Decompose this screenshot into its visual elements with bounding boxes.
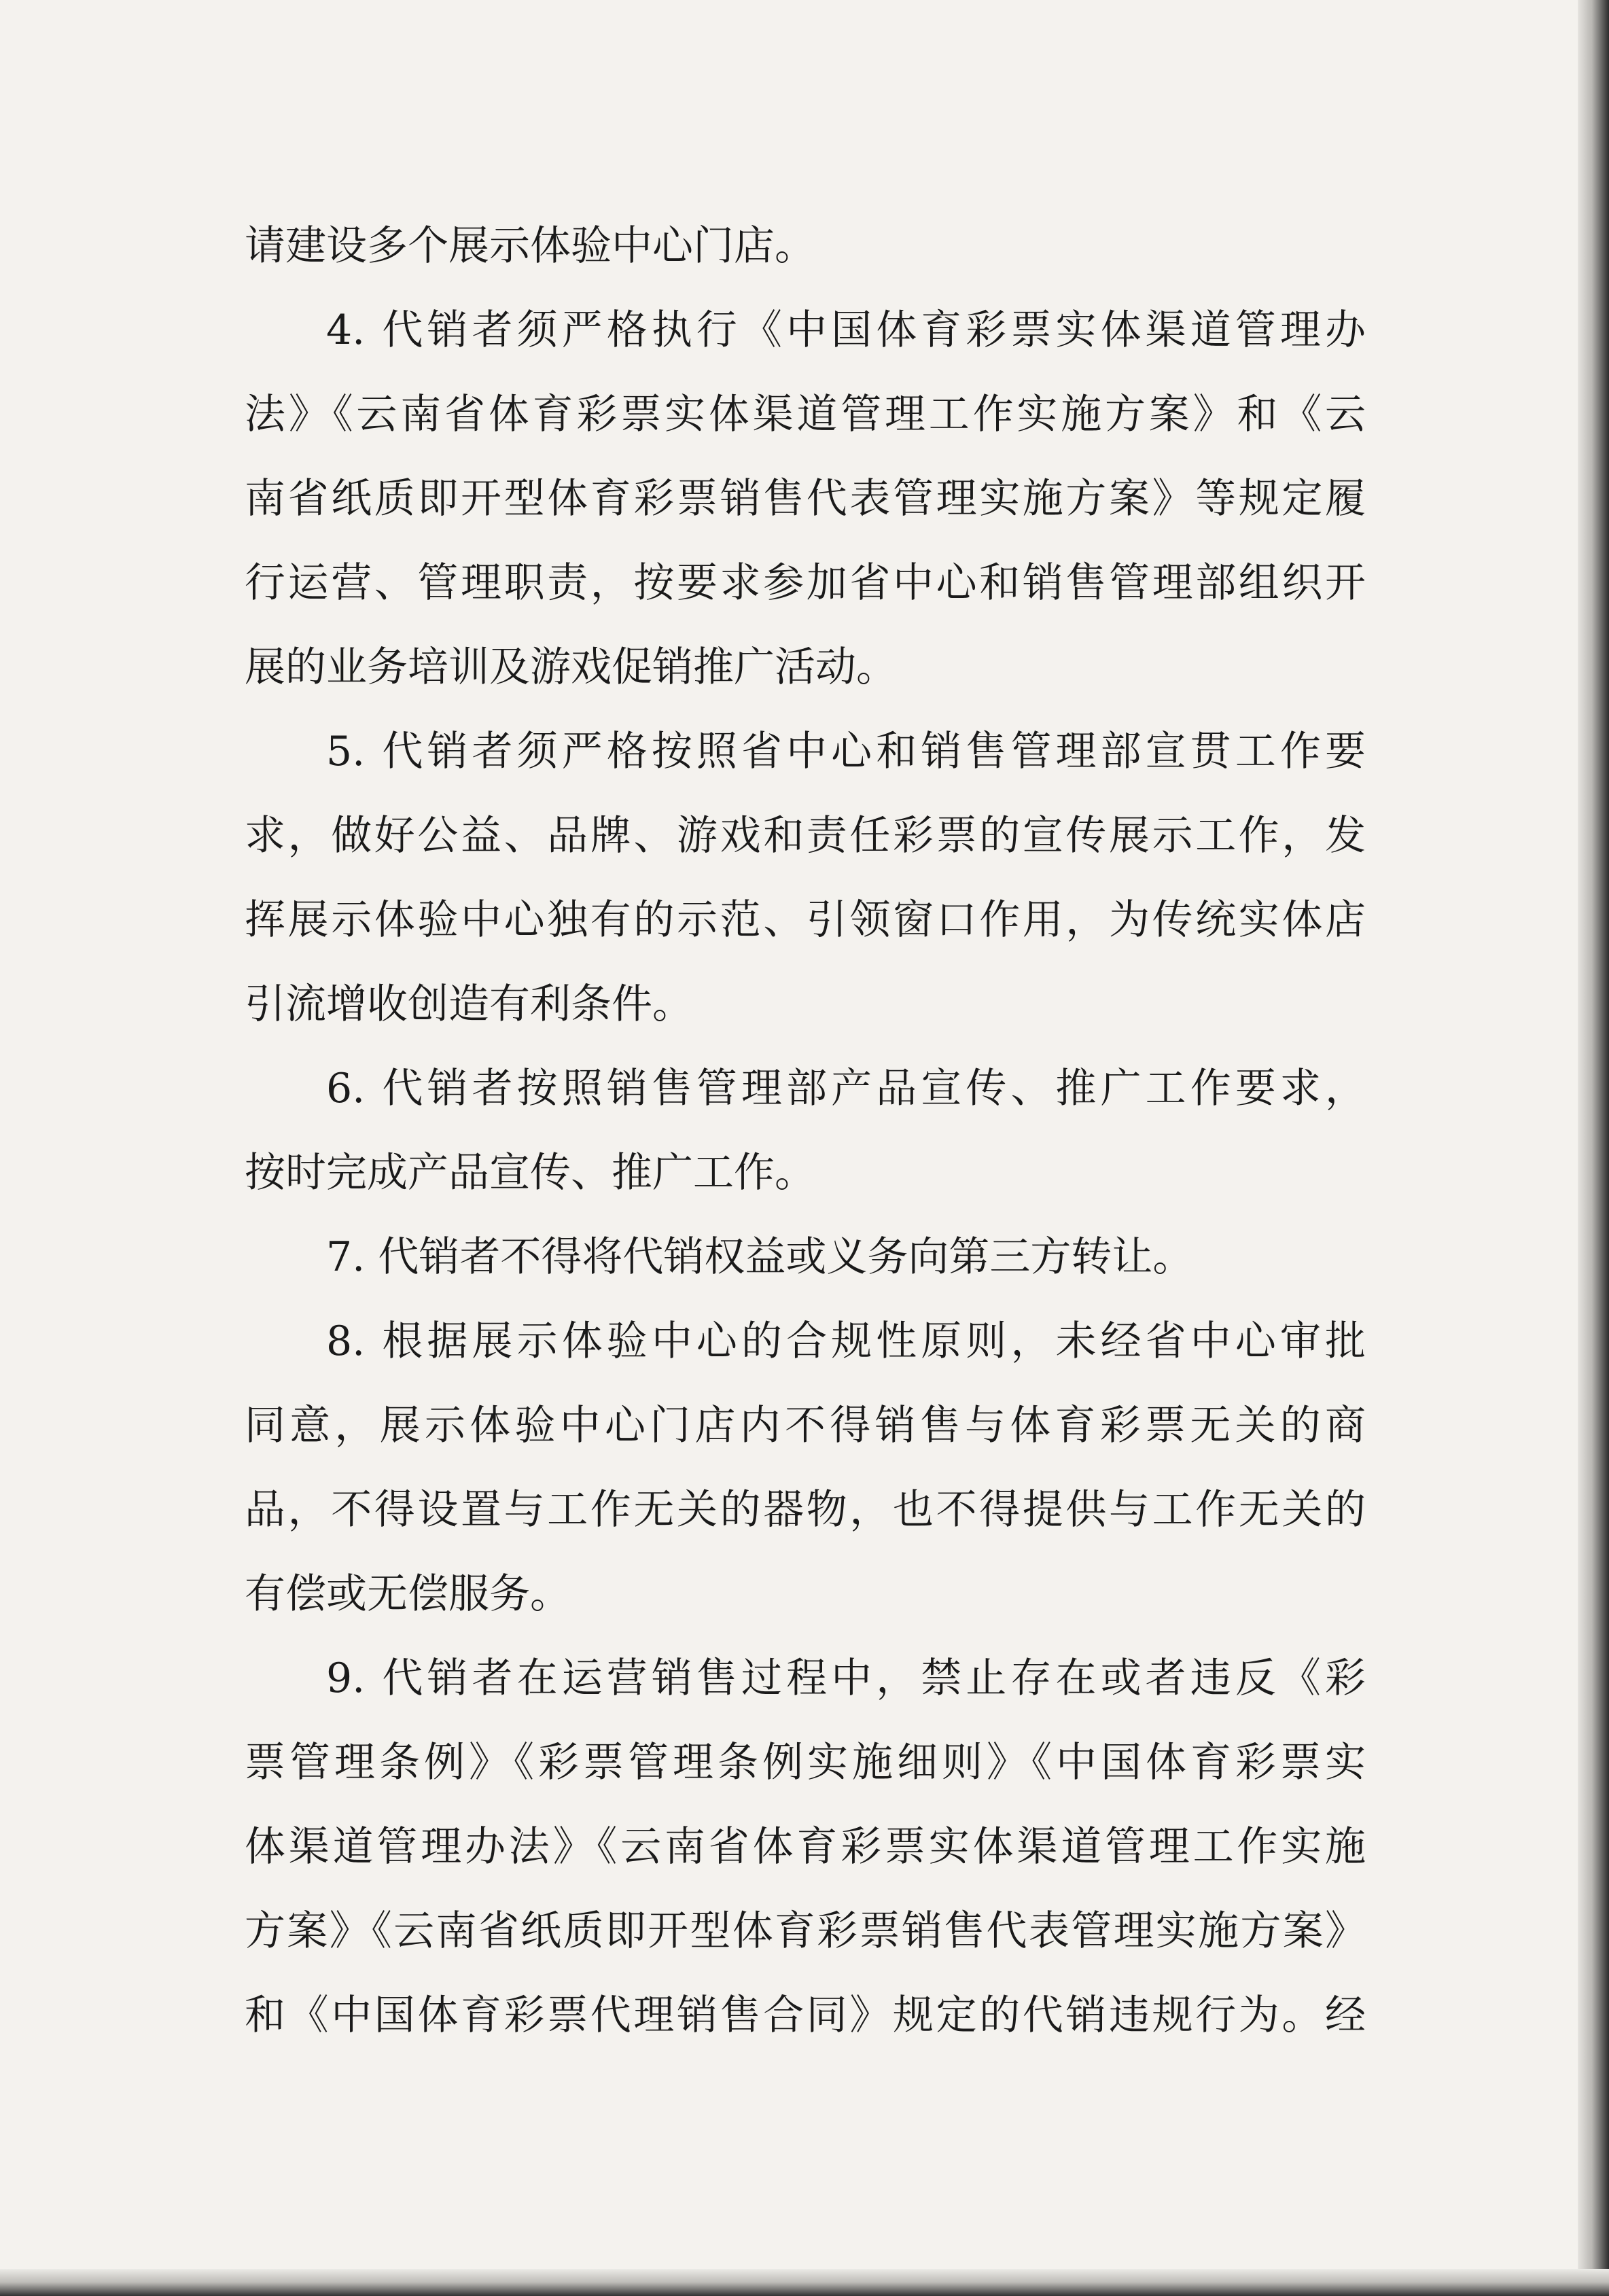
scan-shadow-bottom (0, 2269, 1609, 2296)
item-4-line: 4. 代销者须严格执行《中国体育彩票实体渠道管理办 (326, 306, 1366, 354)
text-line: 行运营、管理职责，按要求参加省中心和销售管理部组织开 (245, 559, 1366, 607)
document-body (245, 204, 1366, 2057)
text-line: 票管理条例》《彩票管理条例实施细则》《中国体育彩票实 (245, 1739, 1366, 1786)
text-line: 按时完成产品宣传、推广工作。 (245, 1149, 815, 1197)
item-5-line: 5. 代销者须严格按照省中心和销售管理部宣贯工作要 (326, 728, 1366, 775)
text-line: 同意，展示体验中心门店内不得销售与体育彩票无关的商 (245, 1402, 1366, 1449)
text-line: 有偿或无偿服务。 (245, 1570, 571, 1618)
text-line: 引流增收创造有利条件。 (245, 981, 693, 1028)
item-9-line: 9. 代销者在运营销售过程中，禁止存在或者违反《彩 (326, 1655, 1366, 1702)
text-line: 南省纸质即开型体育彩票销售代表管理实施方案》等规定履 (245, 475, 1366, 523)
scan-shadow-right (1578, 0, 1609, 2296)
text-line: 展的业务培训及游戏促销推广活动。 (245, 643, 897, 691)
text-line: 和《中国体育彩票代理销售合同》规定的代销违规行为。经 (245, 1992, 1366, 2039)
text-line: 方案》《云南省纸质即开型体育彩票销售代表管理实施方案》 (245, 1907, 1366, 1955)
item-6-line: 6. 代销者按照销售管理部产品宣传、推广工作要求， (326, 1065, 1366, 1112)
text-line: 体渠道管理办法》《云南省体育彩票实体渠道管理工作实施 (245, 1823, 1366, 1871)
text-line: 法》《云南省体育彩票实体渠道管理工作实施方案》和《云 (245, 391, 1366, 438)
text-line: 挥展示体验中心独有的示范、引领窗口作用，为传统实体店 (245, 896, 1366, 944)
item-7-line: 7. 代销者不得将代销权益或义务向第三方转让。 (326, 1233, 1194, 1281)
text-line: 求，做好公益、品牌、游戏和责任彩票的宣传展示工作，发 (245, 812, 1366, 860)
text-line: 品，不得设置与工作无关的器物，也不得提供与工作无关的 (245, 1486, 1366, 1534)
text-line: 请建设多个展示体验中心门店。 (245, 222, 815, 270)
item-8-line: 8. 根据展示体验中心的合规性原则，未经省中心审批 (326, 1318, 1366, 1365)
